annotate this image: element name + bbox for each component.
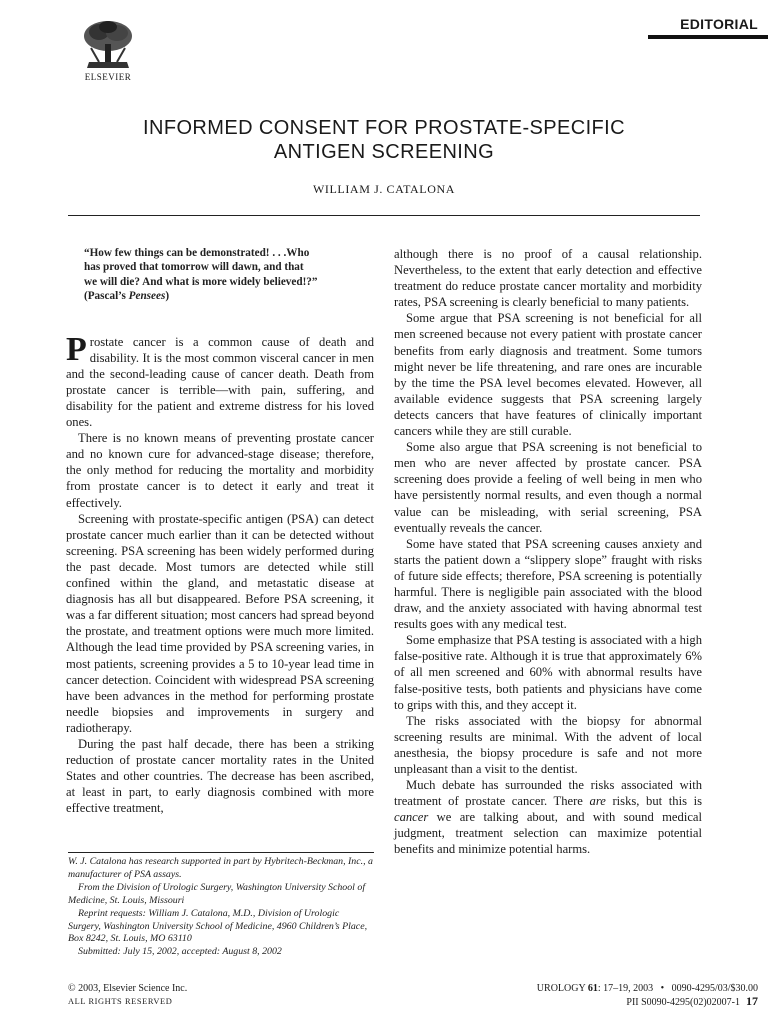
volume: 61: [587, 983, 598, 994]
elsevier-tree-icon: [81, 18, 135, 70]
footer-left: [68, 982, 187, 1008]
footnotes: [68, 852, 374, 959]
epigraph-line: “How few things can be demonstrated! . . .Who: [84, 247, 310, 259]
footnote: From the Division of Urologic Surgery, Washington University School of Medicine, St. Louis, Missouri: [68, 881, 366, 906]
epigraph-attribution: (Pascal’s Pensees): [84, 290, 170, 303]
paragraph: Much debate has surrounded the risks associated with treatment of prostate cancer. There are risks, but this is cancer we are talking about, and with sound medical judgment, treatment selection can maximize potential benefits and minimize potential harms.: [394, 778, 702, 857]
copyright: © 2003, Elsevier Science Inc.: [68, 983, 188, 994]
journal-citation: UROLOGY 61: 17–19, 2003 • 0090-4295/03/$30.00: [536, 983, 758, 994]
footer-right: [537, 982, 758, 1009]
rights-reserved: ALL RIGHTS RESERVED: [68, 997, 173, 1006]
paragraph: During the past half decade, there has been a striking reduction of prostate cancer mortality rates in the United States and other countries. The decrease has been ascribed, at least in part, to early diagnosis combined with more effective treatment,: [66, 736, 374, 816]
issn: 0090-4295/03/$30.00: [671, 983, 758, 994]
pii: PII S0090-4295(02)02007-1: [626, 997, 740, 1008]
epigraph: [84, 246, 364, 304]
paragraph: although there is no proof of a causal relationship. Nevertheless, to the extent that early detection and effective treatment do reduce prostate cancer mortality and morbidity rates, PSA screening is clearly beneficial to many patients.: [394, 247, 702, 310]
footnote: Submitted: July 15, 2002, accepted: August 8, 2002: [78, 946, 282, 958]
right-column: [394, 246, 702, 858]
paragraph: Screening with prostate-specific antigen (PSA) can detect prostate cancer much earlier than it can be detected without screening. PSA screening has been widely performed during the past decade. Most tumors are detected while still confined within the gland, and metastatic disease at diagnosis has all but disappeared. Before PSA screening, it was a far different situation; most cancers had spread beyond the prostate, and treatment options were much more limited. Although the lead time provided by PSA screening varies, in most patients, screening provides a 5 to 10-year lead time in cancer detection. Coincident with widespread PSA screening have been advances in the method for performing prostate needle biopsies and improvements in surgery and radiotherapy.: [66, 511, 374, 735]
epigraph-line: we will die? And what is more widely believed!?”: [84, 275, 318, 288]
paragraph: Some also argue that PSA screening is not beneficial to men who are never affected by prostate cancer. PSA screening does provide a feeling of well being in men who have persistently normal results, and even though a normal value can be misleading, with serial screening, PSA eventually reveals the cancer.: [394, 440, 702, 535]
title-divider: [68, 215, 700, 216]
author-name: WILLIAM J. CATALONA: [312, 182, 456, 196]
paragraph: There is no known means of preventing prostate cancer and no known cure for advanced-stage disease; therefore, the only method for reducing the mortality and morbidity from prostate cancer is to detect it early and treat it effectively.: [66, 431, 374, 510]
title-line-1: INFORMED CONSENT FOR PROSTATE-SPECIFIC: [143, 117, 625, 139]
epigraph-line: has proved that tomorrow will dawn, and that: [84, 261, 304, 274]
bullet: •: [660, 983, 665, 994]
paragraph: Some argue that PSA screening is not beneficial for all men screened because not every patient with prostate cancer benefits from early diagnosis and treatment. Some tumors might never be life threatening, and rare ones are incurable by the time the PSA level becomes elevated. However, all available evidence suggests that PSA screening largely detects cancers that have features of clinically important cancers while they are still curable.: [394, 311, 702, 439]
section-rule: [648, 35, 768, 39]
paragraph: Some emphasize that PSA testing is associated with a high false-positive rate. Although it is true that approximately 6% of all men screened and 60% with abnormal results have false-positive tests, both patients and physicians have come to grips with this, and they accept it.: [394, 633, 702, 712]
drop-cap: P: [66, 330, 87, 368]
left-column: [66, 246, 374, 816]
paragraph: The risks associated with the biopsy for abnormal screening results are minimal. With the advent of local anesthesia, the biopsy procedure is safe and not more unpleasant than a visit to the dentist.: [394, 713, 702, 776]
footnote: Reprint requests: William J. Catalona, M.D., Division of Urologic Surgery, Washington University School of Medicine, 4960 Children’s Place, Box 8242, St. Louis, MO 63110: [68, 907, 368, 945]
article-title: [0, 116, 768, 164]
pii-line: [537, 995, 758, 1009]
title-line-2: ANTIGEN SCREENING: [273, 141, 495, 163]
paragraph: Some have stated that PSA screening causes anxiety and starts the patient down a “slippery slope” fraught with risks of future side effects; therefore, PSA screening is potentially harmful. There is negligible pain associated with the blood draw, and the anxiety associated with having abnormal test results goes with any medical test.: [394, 536, 702, 632]
epigraph-work: Pensees: [128, 290, 166, 303]
publisher-logo: [68, 18, 148, 82]
publisher-name: ELSEVIER: [84, 72, 132, 82]
footnote: W. J. Catalona has research supported in part by Hybritech-Beckman, Inc., a manufacturer of PSA assays.: [68, 856, 373, 880]
section-label: EDITORIAL: [680, 16, 758, 32]
page-number: 17: [746, 994, 758, 1008]
paragraph: Prostate cancer is a common cause of death and disability. It is the most common visceral cancer in men and the second-leading cause of cancer death. Death from prostate cancer is terrible—with pain, suffering, and disability for the patient and extreme distress for his loved ones.: [66, 330, 374, 430]
